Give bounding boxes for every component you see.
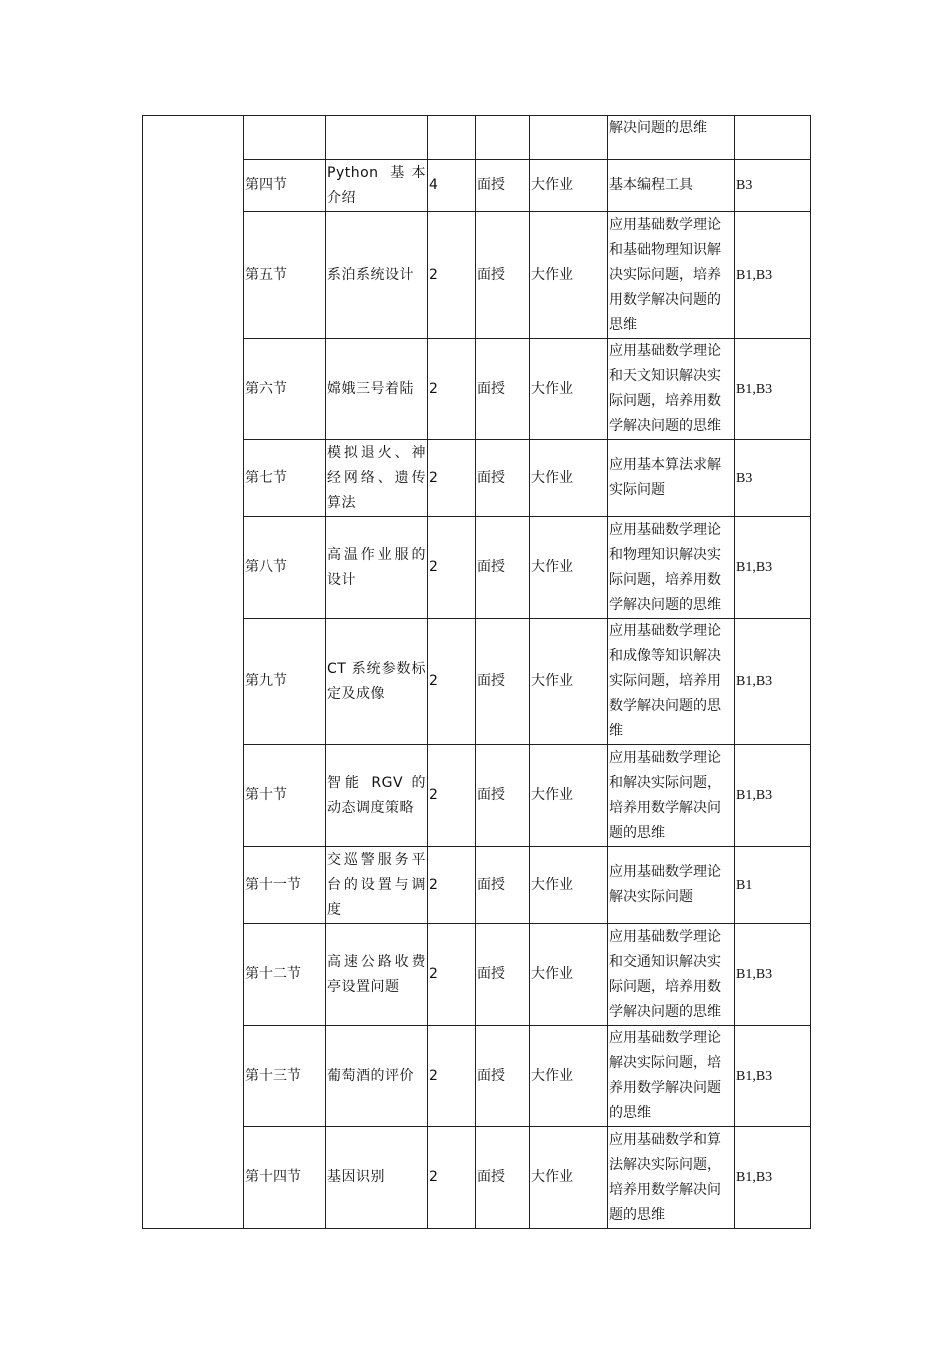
teaching-mode-cell: 面授 — [476, 619, 530, 745]
section-cell: 第十一节 — [244, 847, 326, 924]
section-cell: 第八节 — [244, 517, 326, 619]
hours-cell: 4 — [428, 160, 476, 212]
objective-code-cell: B1,B3 — [735, 517, 811, 619]
goal-cell: 应用基础数学理论和天文知识解决实际问题，培养用数学解决问题的思维 — [608, 339, 735, 440]
hours-cell: 2 — [428, 924, 476, 1026]
teaching-mode-cell: 面授 — [476, 1127, 530, 1229]
topic-cell: Python 基本介绍 — [326, 160, 428, 212]
topic-cell: 交巡警服务平台的设置与调度 — [326, 847, 428, 924]
assessment-cell: 大作业 — [530, 847, 608, 924]
goal-cell: 应用基础数学理论和解决实际问题，培养用数学解决问题的思维 — [608, 745, 735, 847]
assessment-cell: 大作业 — [530, 619, 608, 745]
topic-cell — [326, 116, 428, 160]
goal-cell: 应用基础数学理论和成像等知识解决实际问题，培养用数学解决问题的思维 — [608, 619, 735, 745]
table-row — [143, 339, 811, 440]
section-cell: 第六节 — [244, 339, 326, 440]
objective-code-cell: B1,B3 — [735, 924, 811, 1026]
section-cell: 第十四节 — [244, 1127, 326, 1229]
objective-code-cell: B1,B3 — [735, 745, 811, 847]
table-row — [143, 440, 811, 517]
goal-cell: 应用基础数学理论解决实际问题，培养用数学解决问题的思维 — [608, 1026, 735, 1127]
assessment-cell: 大作业 — [530, 745, 608, 847]
hours-cell — [428, 116, 476, 160]
merged-left-cell — [143, 116, 244, 1229]
objective-code-cell: B1,B3 — [735, 1026, 811, 1127]
hours-cell: 2 — [428, 1127, 476, 1229]
hours-cell: 2 — [428, 1026, 476, 1127]
hours-cell: 2 — [428, 847, 476, 924]
table-row — [143, 847, 811, 924]
goal-cell: 应用基础数学和算法解决实际问题，培养用数学解决问题的思维 — [608, 1127, 735, 1229]
section-cell: 第五节 — [244, 212, 326, 339]
course-schedule-table — [142, 115, 811, 1229]
topic-cell: 智能 RGV 的动态调度策略 — [326, 745, 428, 847]
goal-cell: 应用基础数学理论和基础物理知识解决实际问题，培养用数学解决问题的思维 — [608, 212, 735, 339]
hours-cell: 2 — [428, 440, 476, 517]
table-body — [143, 116, 811, 1229]
objective-code-cell: B3 — [735, 440, 811, 517]
teaching-mode-cell — [476, 116, 530, 160]
section-cell: 第十二节 — [244, 924, 326, 1026]
hours-cell: 2 — [428, 339, 476, 440]
assessment-cell — [530, 116, 608, 160]
topic-cell: 嫦娥三号着陆 — [326, 339, 428, 440]
teaching-mode-cell: 面授 — [476, 517, 530, 619]
table-row — [143, 517, 811, 619]
goal-cell: 应用基础数学理论和物理知识解决实际问题，培养用数学解决问题的思维 — [608, 517, 735, 619]
objective-code-cell: B1,B3 — [735, 1127, 811, 1229]
topic-cell: 基因识别 — [326, 1127, 428, 1229]
hours-cell: 2 — [428, 517, 476, 619]
assessment-cell: 大作业 — [530, 160, 608, 212]
section-cell: 第七节 — [244, 440, 326, 517]
objective-code-cell: B3 — [735, 160, 811, 212]
section-cell: 第十节 — [244, 745, 326, 847]
teaching-mode-cell: 面授 — [476, 924, 530, 1026]
table-row — [143, 1127, 811, 1229]
teaching-mode-cell: 面授 — [476, 1026, 530, 1127]
objective-code-cell: B1,B3 — [735, 339, 811, 440]
teaching-mode-cell: 面授 — [476, 745, 530, 847]
teaching-mode-cell: 面授 — [476, 440, 530, 517]
topic-cell: 葡萄酒的评价 — [326, 1026, 428, 1127]
table-row — [143, 160, 811, 212]
objective-code-cell: B1 — [735, 847, 811, 924]
table-row — [143, 745, 811, 847]
objective-code-cell: B1,B3 — [735, 212, 811, 339]
table-row — [143, 212, 811, 339]
assessment-cell: 大作业 — [530, 440, 608, 517]
topic-cell: 高速公路收费亭设置问题 — [326, 924, 428, 1026]
section-cell: 第九节 — [244, 619, 326, 745]
assessment-cell: 大作业 — [530, 924, 608, 1026]
section-cell: 第四节 — [244, 160, 326, 212]
topic-cell: 模拟退火、神经网络、遗传算法 — [326, 440, 428, 517]
section-cell: 第十三节 — [244, 1026, 326, 1127]
table-row — [143, 924, 811, 1026]
goal-cell: 解决问题的思维 — [608, 116, 735, 160]
table-row — [143, 1026, 811, 1127]
goal-cell: 基本编程工具 — [608, 160, 735, 212]
assessment-cell: 大作业 — [530, 339, 608, 440]
table-row — [143, 619, 811, 745]
table-row — [143, 116, 811, 160]
assessment-cell: 大作业 — [530, 1127, 608, 1229]
topic-cell: CT 系统参数标定及成像 — [326, 619, 428, 745]
teaching-mode-cell: 面授 — [476, 160, 530, 212]
hours-cell: 2 — [428, 745, 476, 847]
teaching-mode-cell: 面授 — [476, 212, 530, 339]
goal-cell: 应用基础数学理论解决实际问题 — [608, 847, 735, 924]
assessment-cell: 大作业 — [530, 517, 608, 619]
teaching-mode-cell: 面授 — [476, 339, 530, 440]
topic-cell: 系泊系统设计 — [326, 212, 428, 339]
teaching-mode-cell: 面授 — [476, 847, 530, 924]
hours-cell: 2 — [428, 619, 476, 745]
topic-cell: 高温作业服的设计 — [326, 517, 428, 619]
hours-cell: 2 — [428, 212, 476, 339]
goal-cell: 应用基本算法求解实际问题 — [608, 440, 735, 517]
goal-cell: 应用基础数学理论和交通知识解决实际问题，培养用数学解决问题的思维 — [608, 924, 735, 1026]
objective-code-cell: B1,B3 — [735, 619, 811, 745]
objective-code-cell — [735, 116, 811, 160]
assessment-cell: 大作业 — [530, 1026, 608, 1127]
assessment-cell: 大作业 — [530, 212, 608, 339]
section-cell — [244, 116, 326, 160]
